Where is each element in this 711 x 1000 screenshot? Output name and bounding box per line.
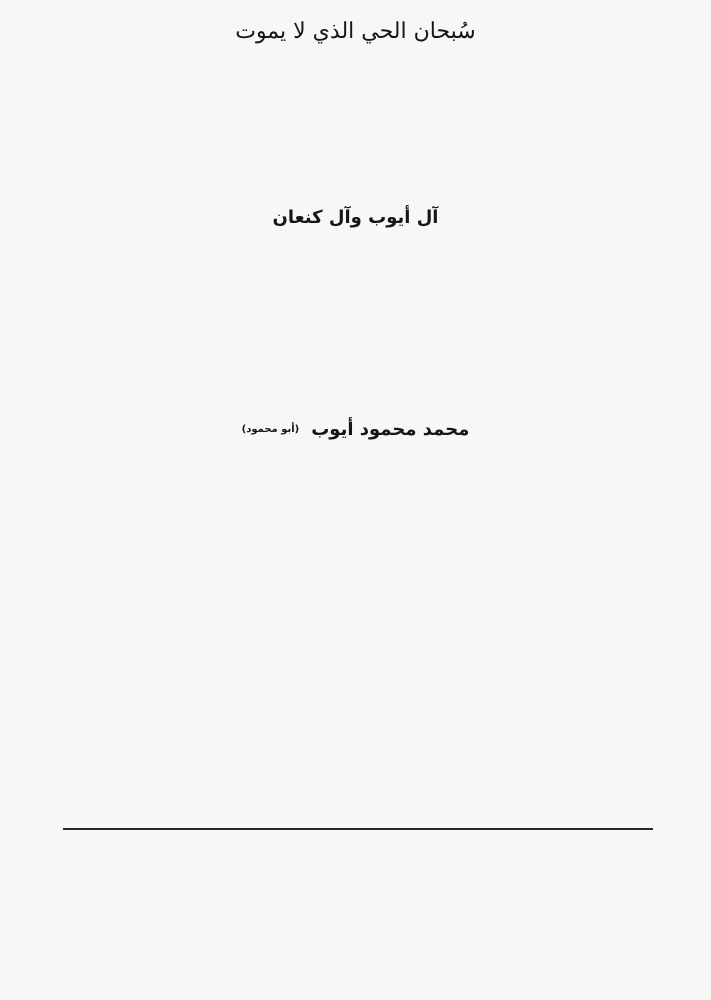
section-divider [63,828,653,830]
deceased-name: محمد محمود أيوب [311,419,470,440]
deceased-nickname: (أبو محمود) [241,424,300,436]
deceased-block [0,418,711,441]
family-title: آل أيوب وآل كنعان [272,207,439,228]
calligraphy-heading: سُبحان الحي الذي لا يموت [235,19,476,44]
